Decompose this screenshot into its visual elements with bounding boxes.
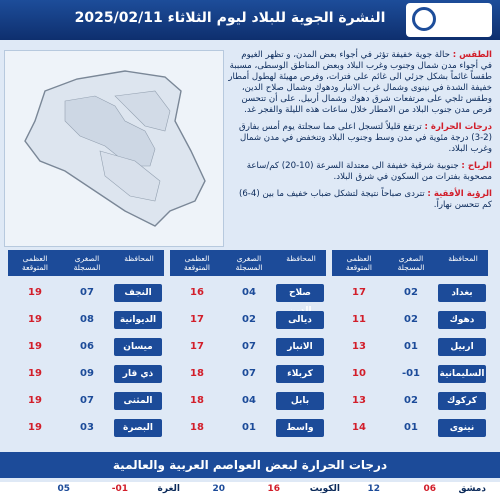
max-temp: 10	[352, 368, 366, 379]
table-row	[332, 417, 488, 439]
min-temp: -01	[401, 368, 421, 379]
table-row	[170, 417, 326, 439]
header-min: الصغرى المسجلة	[73, 254, 101, 272]
meteorology-logo	[406, 3, 492, 37]
governorate-name: بابل	[276, 392, 324, 410]
capital-value: 12	[367, 484, 380, 494]
governorate-name: اربيل	[438, 338, 486, 356]
min-temp: 01	[242, 422, 256, 433]
table-header	[170, 250, 326, 276]
min-temp: 07	[242, 368, 256, 379]
governorate-name: ديالى	[276, 311, 324, 329]
capital-city: الكويت	[309, 484, 340, 494]
capital-value: 16	[267, 484, 280, 494]
governorate-name: البصرة	[114, 419, 162, 437]
min-temp: 02	[404, 287, 418, 298]
iraq-map-icon	[5, 51, 223, 246]
table-row	[8, 390, 164, 412]
page-title: النشرة الجوية للبلاد ليوم الثلاثاء 2025/02/11	[74, 10, 386, 26]
max-temp: 19	[28, 314, 42, 325]
governorate-name: صلاح	[276, 284, 324, 302]
temperature-paragraph: درجات الحرارة : ترتفع قليلاً لتسجل اعلى مما سجلتة يوم أمس بفارق (2-3) درجة مئوية في مدن وسط وجنوب البلاد وتنخفض في مدن شمال وغرب البلاد.	[239, 122, 492, 154]
iraq-weather-map	[4, 50, 224, 247]
max-temp: 11	[352, 314, 366, 325]
header-max: العظمى المتوقعة	[183, 254, 211, 272]
max-temp: 14	[352, 422, 366, 433]
governorate-name: كربلاء	[276, 365, 324, 383]
capital-value: -01	[111, 484, 128, 494]
capital-city: الغرة	[157, 484, 180, 494]
table-row	[8, 309, 164, 331]
header-governorate: المحافظة	[286, 254, 316, 263]
governorate-name: الديوانية	[114, 311, 162, 329]
header-min: الصغرى المسجلة	[235, 254, 263, 272]
table-row	[8, 363, 164, 385]
visibility-paragraph: الرؤية الأفقية : تتردى صباحاً نتيجة لتشكل ضباب خفيف ما بين (4-6) كم تتحسن نهاراً.	[238, 189, 492, 210]
min-temp: 07	[242, 341, 256, 352]
max-temp: 17	[190, 314, 204, 325]
governorate-name: السليمانية	[438, 365, 486, 383]
min-temp: 02	[404, 314, 418, 325]
capital-value: 20	[212, 484, 225, 494]
max-temp: 13	[352, 395, 366, 406]
table-row	[170, 282, 326, 304]
governorate-name: بغداد	[438, 284, 486, 302]
max-temp: 18	[190, 368, 204, 379]
max-temp: 19	[28, 341, 42, 352]
table-header	[332, 250, 488, 276]
governorate-name: ميسان	[114, 338, 162, 356]
table-row	[332, 309, 488, 331]
governorate-name: النجف	[114, 284, 162, 302]
governorate-name: المثنى	[114, 392, 162, 410]
max-temp: 19	[28, 395, 42, 406]
capitals-title: درجات الحرارة لبعض العواصم العربية والعالمية	[0, 452, 500, 478]
max-temp: 18	[190, 422, 204, 433]
min-temp: 07	[80, 395, 94, 406]
min-temp: 04	[242, 287, 256, 298]
table-row	[332, 282, 488, 304]
table-row	[8, 417, 164, 439]
table-row	[332, 363, 488, 385]
max-temp: 17	[352, 287, 366, 298]
governorate-name: نينوى	[438, 419, 486, 437]
table-row	[8, 336, 164, 358]
min-temp: 03	[80, 422, 94, 433]
header-max: العظمى المتوقعة	[345, 254, 373, 272]
header-governorate: المحافظة	[448, 254, 478, 263]
forecast-text	[228, 50, 492, 245]
min-temp: 07	[80, 287, 94, 298]
min-temp: 04	[242, 395, 256, 406]
governorate-name: كركوك	[438, 392, 486, 410]
header-min: الصغرى المسجلة	[397, 254, 425, 272]
min-temp: 08	[80, 314, 94, 325]
table-row	[332, 336, 488, 358]
table-row	[170, 309, 326, 331]
header-governorate: المحافظة	[124, 254, 154, 263]
min-temp: 06	[80, 341, 94, 352]
table-header	[8, 250, 164, 276]
max-temp: 19	[28, 287, 42, 298]
min-temp: 09	[80, 368, 94, 379]
max-temp: 13	[352, 341, 366, 352]
min-temp: 02	[242, 314, 256, 325]
table-row	[170, 336, 326, 358]
wind-paragraph: الرياح : جنوبية شرقية خفيفة الى معتدلة السرعة (10-20) كم/ساعة مصحوبة بفترات من السكون في شرق البلاد.	[246, 161, 492, 182]
max-temp: 19	[28, 422, 42, 433]
min-temp: 01	[404, 341, 418, 352]
table-row	[170, 363, 326, 385]
max-temp: 16	[190, 287, 204, 298]
table-row	[332, 390, 488, 412]
min-temp: 01	[404, 422, 418, 433]
capital-value: 05	[57, 484, 70, 494]
header-max: العظمى المتوقعة	[21, 254, 49, 272]
capital-value: 06	[423, 484, 436, 494]
weather-paragraph: الطقس : حالة جوية خفيفة تؤثر في أجواء بعض المدن، و تظهر الغيوم في أجواء مدن شمال وجنوب وغرب البلاد وبعض المناطق الوسطى، مسببة طقساً غائماً بشكل جزئي الى غائم على فترات، وفرص مهيئة لهطول أمطار خفيفة الشدة في نينوى وشمال غرب الانبار ودهوك وشمال صلاح الدين، وطقس ثلجي على مرتفعات شرق دهوك وشمال أربيل. على أن تتحسن فرص مدن جنوب البلاد من الامطار خلال ساعات هذه الليلة والفجر غد.	[228, 50, 492, 115]
governorate-name: دهوك	[438, 311, 486, 329]
governorate-name: ذي قار	[114, 365, 162, 383]
logo-mark-icon	[412, 7, 436, 31]
capitals-strip	[0, 482, 500, 500]
max-temp: 19	[28, 368, 42, 379]
governorate-name: الانبار	[276, 338, 324, 356]
min-temp: 02	[404, 395, 418, 406]
governorate-name: واسط	[276, 419, 324, 437]
max-temp: 18	[190, 395, 204, 406]
table-row	[170, 390, 326, 412]
max-temp: 17	[190, 341, 204, 352]
capital-city: دمشق	[458, 484, 486, 494]
table-row	[8, 282, 164, 304]
header-banner	[0, 0, 500, 40]
